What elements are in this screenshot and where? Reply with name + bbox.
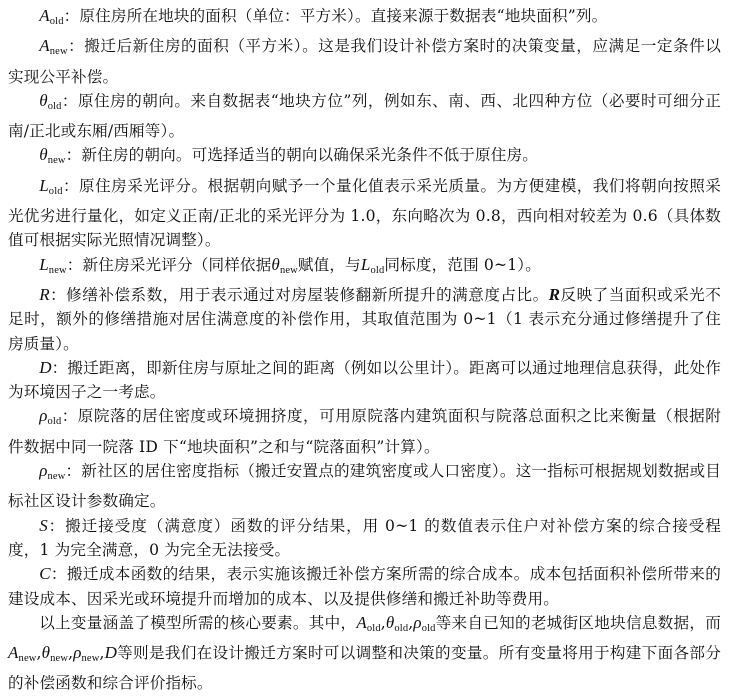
text: 等则是我们在设计搬迁方案时可以调整和决策的变量。所有变量将用于构建下面各部分的补偿函数和综合评价指标。: [8, 644, 721, 693]
subscript-old: old: [49, 16, 64, 27]
subscript-new: new: [48, 264, 67, 276]
subscript-old: old: [421, 622, 436, 634]
symbol-r: R: [39, 284, 50, 304]
comma: ,: [380, 613, 386, 632]
symbol-a: A: [356, 612, 367, 632]
paragraph-rho-new: [8, 459, 721, 514]
subscript-new: new: [279, 264, 298, 276]
text: 反映了当面积或采光不足时，额外的修缮措施对居住满意度的补偿作用，其取值范围为 0~1（1 表示充分通过修缮提升了住房质量）。: [8, 285, 721, 353]
paragraph-theta-old: [8, 89, 721, 144]
text: 以上变量涵盖了模型所需的核心要素。其中，: [39, 613, 357, 632]
text: ：原院落的居住密度或环境拥挤度，可用原院落内建筑面积与院落总面积之比来衡量（根据附件数据中同一院落 ID 下“地块面积”之和与“院落面积”计算）。: [8, 407, 721, 456]
paragraph-c: [8, 562, 721, 611]
text: 赋值，与: [297, 255, 361, 274]
symbol-d: D: [39, 357, 52, 377]
subscript-old: old: [48, 185, 63, 197]
symbol-rho: ρ: [39, 406, 48, 426]
paragraph-s: [8, 514, 721, 563]
symbol-l: L: [360, 254, 371, 274]
symbol-theta: θ: [39, 90, 48, 110]
text: ：原住房采光评分。根据朝向赋予一个量化值表示采光质量。为方便建模，我们将朝向按照采光优劣进行量化，如定义正南/正北的采光评分为 1.0，东向略次为 0.8，西向相对较差为 0.6（具体数值可根据实际光照情况调整）。: [8, 176, 721, 250]
comma: ,: [99, 644, 105, 663]
subscript-new: new: [18, 653, 37, 665]
subscript-new: new: [81, 653, 100, 665]
symbol-theta: θ: [271, 254, 280, 274]
subscript-old: old: [366, 622, 381, 634]
symbol-rho: ρ: [39, 461, 48, 481]
symbol-rho: ρ: [413, 612, 422, 632]
text: ：搬迁成本函数的结果，表示实施该搬迁补偿方案所需的综合成本。成本包括面积补偿所带来的建设成本、因采光或环境提升而增加的成本、以及提供修缮和搬迁补助等费用。: [8, 565, 721, 608]
subscript-new: new: [47, 471, 66, 483]
paragraph-d: [8, 356, 721, 405]
paragraph-a-old: [8, 4, 721, 34]
text: ：搬迁接受度（满意度）函数的评分结果，用 0~1 的数值表示住户对补偿方案的综合接受程度，1 为完全满意，0 为完全无法接受。: [8, 516, 721, 559]
text: 等来自已知的老城街区地块信息数据，而: [435, 613, 721, 632]
symbol-l: L: [39, 254, 49, 274]
symbol-l: L: [39, 175, 49, 195]
symbol-d: D: [104, 643, 117, 663]
text: ：新社区的居住密度指标（搬迁安置点的建筑密度或人口密度）。这一指标可根据规划数据或目标社区设计参数确定。: [8, 462, 721, 511]
symbol-theta: θ: [39, 145, 48, 165]
symbol-s: S: [39, 515, 48, 535]
symbol-r: R: [548, 284, 561, 304]
subscript-new: new: [50, 653, 69, 665]
paragraph-rho-old: [8, 404, 721, 459]
text: ：搬迁后新住房的面积（平方米）。这是我们设计补偿方案时的决策变量，应满足一定条件以实现公平补偿。: [8, 37, 721, 86]
subscript-old: old: [47, 416, 62, 428]
paragraph-theta-new: [8, 143, 721, 173]
subscript-old: old: [47, 100, 62, 112]
text: ：搬迁距离，即新住房与原址之间的距离（例如以公里计）。距离可以通过地理信息获得，此处作为环境因子之一考虑。: [8, 358, 721, 402]
subscript-new: new: [49, 46, 68, 58]
comma: ,: [408, 613, 414, 632]
text: ：新住房采光评分（同样依据: [66, 255, 272, 274]
text: ：原住房所在地块的面积（单位：平方米）。直接来源于数据表“地块面积”列。: [63, 7, 608, 25]
comma: ,: [68, 644, 74, 663]
text: ：修缮补偿系数，用于表示通过对房屋装修翻新所提升的满意度占比。: [49, 285, 549, 304]
subscript-old: old: [370, 264, 385, 276]
text: ：原住房的朝向。来自数据表“地块方位”列，例如东、南、西、北四种方位（必要时可细分正南/正北或东厢/西厢等）。: [8, 91, 721, 141]
paragraph-a-new: [8, 34, 721, 89]
text: 同标度，范围 0~1）。: [384, 255, 541, 274]
symbol-theta: θ: [385, 612, 395, 632]
paragraph-summary: [8, 611, 721, 696]
symbol-a: A: [39, 36, 50, 56]
symbol-theta: θ: [41, 643, 51, 663]
text: ：新住房的朝向。可选择适当的朝向以确保采光条件不低于原住房。: [65, 146, 538, 165]
paragraph-l-old: [8, 174, 721, 253]
symbol-a: A: [39, 6, 50, 25]
subscript-new: new: [47, 155, 66, 167]
symbol-rho: ρ: [73, 643, 82, 663]
subscript-old: old: [394, 622, 409, 634]
symbol-c: C: [39, 564, 51, 584]
comma: ,: [36, 644, 42, 663]
paragraph-r: [8, 283, 721, 356]
symbol-a: A: [8, 643, 19, 663]
paragraph-l-new: [8, 253, 721, 283]
